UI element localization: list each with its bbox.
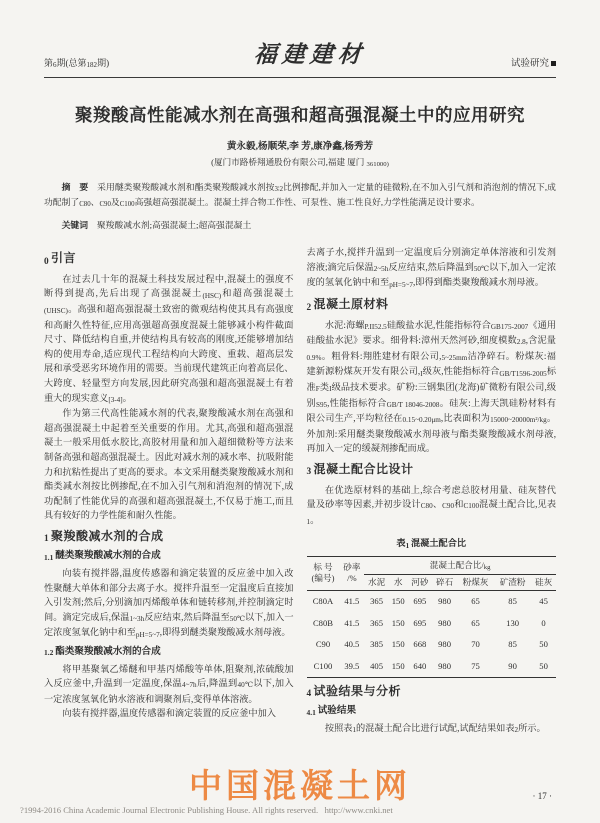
paragraph-1-2-continued: 去离子水,搅拌升温到一定温度后分别滴定单体溶液和引发剂溶液;滴完后保温2~5h反应结束,然后降温到50℃以下,加入一定浓度的氢氧化钠中和至pH=5~7,即得到酯类聚羧酸减水剂母液。 [306, 247, 557, 289]
keywords [44, 219, 556, 233]
header-water: 水 [389, 574, 408, 590]
table-row [307, 655, 557, 677]
header-grade [307, 556, 340, 590]
authors-line: 黄永毅,杨顺荣,李 芳,康净鑫,杨秀芳 [226, 141, 374, 152]
filled-square-icon [551, 61, 556, 66]
table-cell: C80B [312, 617, 334, 628]
table-row [307, 612, 557, 634]
article-title: 聚羧酸高性能减水剂在高强和超高强混凝土中的应用研究 [75, 105, 525, 125]
header-grade-line1: 标 号 [313, 562, 333, 573]
section-heading-1: 1 聚羧酸减水剂的合成 [44, 528, 164, 545]
header-river-sand: 河砂 [407, 574, 432, 590]
table-cell: 45 [539, 596, 548, 607]
abstract [44, 181, 556, 211]
table-cell: 150 [391, 660, 405, 671]
header-mix-group: 混凝土配合比/kg [364, 556, 556, 574]
table-cell: 150 [391, 596, 405, 607]
header-sand-ratio-line1: 砂率 [343, 562, 361, 573]
journal-logo: 福建建材 [252, 41, 367, 68]
table-cell: 65 [471, 617, 480, 628]
header-crushed-stone: 碎石 [432, 574, 457, 590]
table-cell: C100 [313, 660, 333, 671]
table-cell: 65 [471, 596, 480, 607]
left-column [44, 245, 294, 736]
table-cell: 365 [370, 596, 384, 607]
header-sand-ratio [339, 556, 364, 590]
section-heading-2: 2 混凝土原材料 [306, 296, 389, 313]
cnki-url[interactable]: http://www.cnki.net [324, 805, 393, 815]
section-heading-4: 4 试验结果与分析 [306, 683, 402, 700]
subsection-heading-4-1: 4.1 试验结果 [306, 705, 357, 717]
paragraph-intro-1: 在过去几十年的混凝土科技发展过程中,混凝土的强度不断得到提高,先后出现了高强混凝土(HSC)和超高强混凝土(UHSC)。高强和超高强混凝土致密的微观结构使其具有高强度和高耐久性特征,应用高强超高强度混凝土能够减小构件截面尺寸、降低结构自重,并使结构具有较高的刚度,还能够增加结构的使用寿命,适应现代工程结构向大跨度、重载、超高层发展和承受恶劣环境作用的需要。当前现代建筑正向着高层化、大跨度、轻量型方向发展,因此研究高强和超高强混凝土有着重大的现实意义[3-4]。 [44, 273, 294, 404]
table-cell: 40.5 [344, 639, 360, 650]
abstract-label: 摘 要 [61, 182, 89, 192]
watermark: 中国混凝土网 [189, 767, 411, 804]
table-cell: 640 [413, 660, 427, 671]
copyright-line [20, 805, 393, 815]
header-grade-line2: (编号) [311, 573, 335, 584]
page-number: · 17 · [532, 791, 552, 801]
table-row [307, 634, 557, 656]
table-cell: C90 [315, 639, 331, 650]
page-header [44, 0, 556, 78]
section-heading-3: 3 混凝土配合比设计 [306, 461, 414, 478]
table-cell: 50 [539, 660, 548, 671]
table-body [307, 590, 557, 677]
table-cell: 695 [413, 617, 427, 628]
table-cell: 85 [508, 639, 517, 650]
paragraph-mix-design: 在优选原材料的基础上,综合考虑总胶材用量、硅灰替代量及砂率等因素,并初步设计C80、C90和C100混凝土配合比,见表1。 [306, 484, 557, 526]
table-cell: 85 [508, 596, 517, 607]
table-cell: 695 [413, 596, 427, 607]
table-cell: 365 [370, 617, 384, 628]
table-cell: 75 [471, 660, 480, 671]
header-fly-ash: 粉煤灰 [457, 574, 494, 590]
header-slag-powder: 矿渣粉 [494, 574, 531, 590]
table-cell: 41.5 [344, 596, 360, 607]
table-cell: 668 [413, 639, 427, 650]
table-cell: 385 [370, 639, 384, 650]
table-cell: 405 [370, 660, 384, 671]
copyright-text: ?1994-2016 China Academic Journal Electronic Publishing House. All rights reserved. [20, 805, 319, 815]
header-cement: 水泥 [364, 574, 389, 590]
paragraph-1-2b: 向装有搅拌器,温度传感器和滴定装置的反应釜中加入 [62, 708, 276, 719]
keywords-text: 聚羧酸减水剂;高强混凝土;超高强混凝土 [96, 220, 252, 231]
table-cell: 150 [391, 617, 405, 628]
abstract-text: 采用醚类聚羧酸减水剂和酯类聚羧酸减水剂按3∶2比例掺配,并加入一定量的硅微粉,在不加入引气剂和消泡剂的情况下,成功配制了C80、C90及C100高强超高强混凝土。混凝土拌合物工作性、可泵性、施工性良好,力学性能满足设计要求。 [44, 182, 556, 208]
table-cell: 90 [508, 660, 517, 671]
table-cell: 0 [541, 617, 546, 628]
header-sand-ratio-line2: /% [347, 573, 357, 584]
header-silica-fume: 硅灰 [531, 574, 556, 590]
table-cell: 50 [539, 639, 548, 650]
column-label-text: 试验研究 [510, 59, 549, 69]
subsection-heading-1-2: 1.2 酯类聚羧酸减水剂的合成 [44, 646, 161, 658]
paragraph-materials: 水泥:海螺P.II52.5硅酸盐水泥,性能指标符合GB175-2007《通用硅酸盐水泥》要求。细骨料:漳州天然河砂,细度模数2.8,含泥量0.9%。粗骨料:翔胜建材有限公司,5~25mm洁净碎石。粉煤灰:福建新源粉煤灰开发有限公司,I级灰,性能指标符合GB/T1596-2005标准F类I级品技术要求。矿粉:三钢集团(龙海)矿微粉有限公司,级别S95,性能指标符合GB/T 18046-2008。硅灰:上海天凯硅粉材料有限公司生产,平均粒径在0.15~0.20μm,比表面积为15000~20000m²/kg。外加剂:采用醚类聚羧酸减水剂母液与酯类聚羧酸减水剂母液,再加入一定的缓凝剂掺配而成。 [306, 319, 557, 454]
paragraph-intro-2: 作为第三代高性能减水剂的代表,聚羧酸减水剂在高强和超高强混凝土中起着至关重要的作用。尤其,高强和超高强混凝土一般采用低水胶比,高胶材用量和加入超细微粉等方法来制备高强和超高强混凝土。因此对减水剂的减水率、抗吸附能力和抗粘性提出了更高的要求。本文采用醚类聚羧酸减水剂和酯类减水剂按比例掺配,在不加入引气剂和消泡剂的情况下,成功配制了性能优异的高强和超高强混凝土,不仅易于施工,而且具有较好的力学性能和耐久性能。 [44, 408, 294, 521]
paragraph-1-2a: 将甲基聚氧乙烯醚和甲基丙烯酸等单体,阻聚剂,浓硫酸加入反应釜中,升温到一定温度,保温4~7h后,降温到40℃以下,加入一定浓度氢氧化钠水溶液和调聚剂后,变得单体溶液。 [44, 663, 294, 704]
table-cell: 41.5 [344, 617, 360, 628]
issue-number: 第6期(总第182期) [44, 58, 110, 70]
two-column-body [44, 245, 556, 736]
table-cell: 130 [506, 617, 520, 628]
table-cell: 980 [438, 639, 452, 650]
table-cell: 980 [438, 617, 452, 628]
column-label [511, 55, 556, 69]
paragraph-1-1: 向装有搅拌器,温度传感器和滴定装置的反应釜中加入改性聚醚大单体和部分去离子水。搅拌升温至一定温度后直接加入引发剂;然后,分别滴加丙烯酸单体和链转移剂,并控制滴定时间。滴定完成后,保温1~3h反应结束,然后降温至50℃以下,加入一定浓度氢氧化钠中和至pH=5~7,即得到醚类聚羧酸减水剂母液。 [44, 568, 294, 639]
table1-caption: 表1 混凝土配合比 [396, 538, 467, 550]
mix-proportion-table [307, 556, 557, 678]
affiliation-line: (厦门市路桥翔通股份有限公司,福建 厦门 361000) [211, 157, 389, 169]
table-cell: C80A [312, 596, 334, 607]
table-cell: 980 [438, 660, 452, 671]
table-cell: 150 [391, 639, 405, 650]
subsection-heading-1-1: 1.1 醚类聚羧酸减水剂的合成 [44, 550, 161, 562]
table-row [307, 590, 557, 612]
paragraph-4-1: 按照表1的混凝土配合比进行试配,试配结果如表2所示。 [324, 723, 546, 735]
section-heading-0: 0 引言 [44, 251, 77, 267]
table-cell: 39.5 [344, 660, 360, 671]
right-column [307, 245, 557, 736]
table-header [307, 556, 557, 590]
keywords-label: 关键词 [61, 220, 88, 231]
table-cell: 980 [438, 596, 452, 607]
table-cell: 70 [471, 639, 480, 650]
